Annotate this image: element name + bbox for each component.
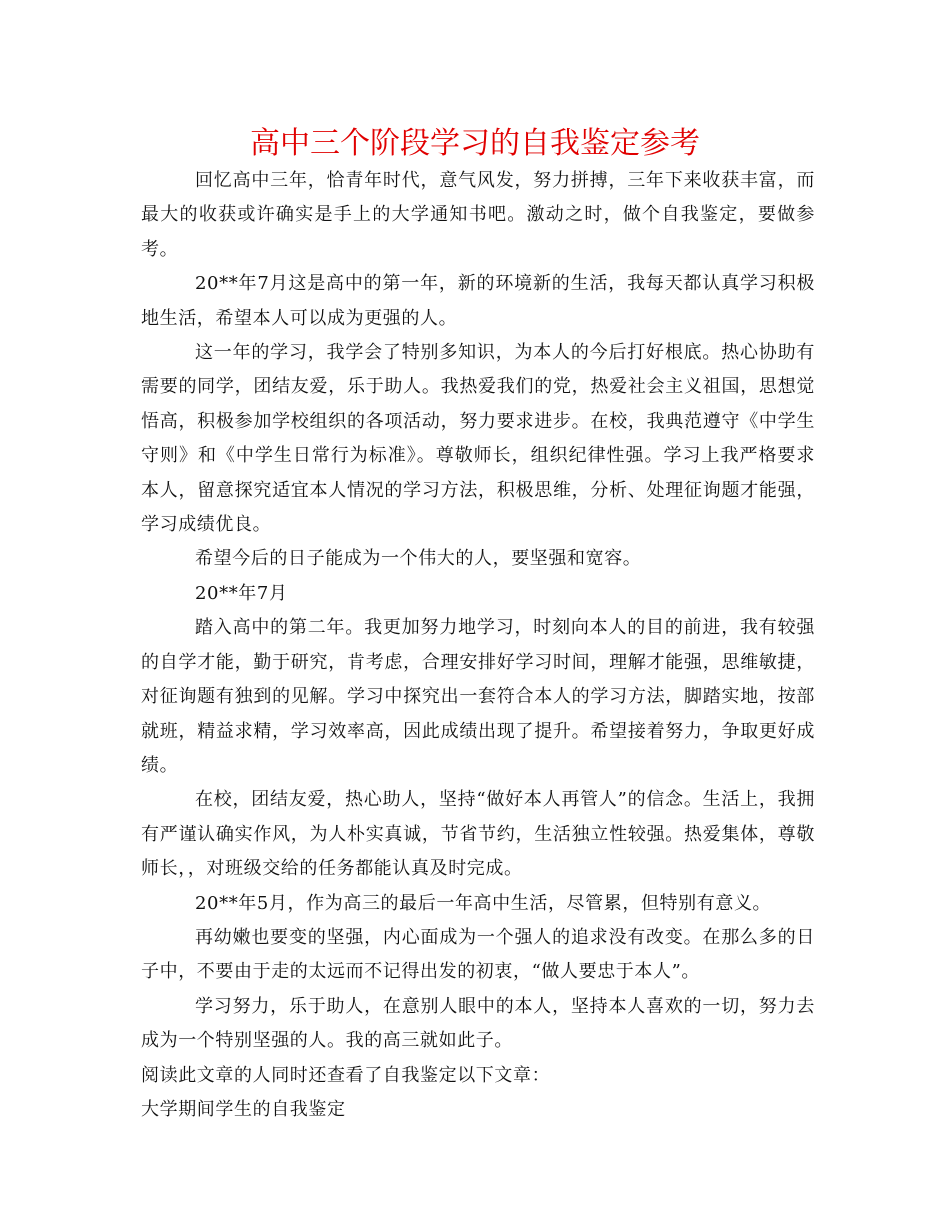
paragraph-year-three-summary: 学习努力，乐于助人，在意别人眼中的本人，坚持本人喜欢的一切，努力去成为一个特别坚强的人。我的高三就如此子。: [141, 995, 815, 1052]
paragraph-intro: 回忆高中三年，恰青年时代，意气风发，努力拼搏，三年下来收获丰富，而最大的收获或许确实是手上的大学通知书吧。激动之时，做个自我鉴定，要做参考。: [141, 170, 815, 260]
paragraph-year-two-date: 20**年7月: [195, 582, 288, 604]
paragraph-year-one-date: 20**年7月这是高中的第一年，新的环境新的生活，我每天都认真学习积极地生活，希望本人可以成为更强的人。: [141, 273, 815, 329]
paragraph-year-three-resolve: 再幼嫩也要变的坚强，内心面成为一个强人的追求没有改变。在那么多的日子中，不要由于走的太远而不记得出发的初衷，“做人要忠于本人”。: [141, 926, 815, 983]
document-body: [141, 164, 815, 1127]
related-articles-heading: 阅读此文章的人同时还查看了自我鉴定以下文章：: [141, 1064, 551, 1086]
paragraph-year-two-life: 在校，团结友爱，热心助人，坚持“做好本人再管人”的信念。生活上，我拥有严谨认确实作风，为人朴实真诚，节省节约，生活独立性较强。热爱集体，尊敬师长，，对班级交给的任务都能认真及时完成。: [141, 789, 815, 880]
paragraph-year-three-date: 20**年5月，作为高三的最后一年高中生活，尽管累，但特别有意义。: [195, 892, 772, 914]
related-article-link[interactable]: 大学期间学生的自我鉴定: [141, 1098, 346, 1120]
paragraph-year-two-study: 踏入高中的第二年。我更加努力地学习，时刻向本人的目的前进，我有较强的自学才能，勤于研究，肯考虑，合理安排好学习时间，理解才能强，思维敏捷，对征询题有独到的见解。学习中探究出一套符合本人的学习方法，脚踏实地，按部就班，精益求精，学习效率高，因此成绩出现了提升。希望接着努力，争取更好成绩。: [141, 617, 815, 776]
page-title: 高中三个阶段学习的自我鉴定参考: [250, 126, 700, 161]
paragraph-year-one-hope: 希望今后的日子能成为一个伟大的人，要坚强和宽容。: [195, 548, 642, 570]
paragraph-year-one-study: 这一年的学习，我学会了特别多知识，为本人的今后打好根底。热心协助有需要的同学，团结友爱，乐于助人。我热爱我们的党，热爱社会主义祖国，思想觉悟高，积极参加学校组织的各项活动，努力要求进步。在校，我典范遵守《中学生守则》和《中学生日常行为标准》。尊敬师长，组织纪律性强。学习上我严格要求本人，留意探究适宜本人情况的学习方法，积极思维，分析、处理征询题才能强，学习成绩优良。: [141, 342, 815, 536]
